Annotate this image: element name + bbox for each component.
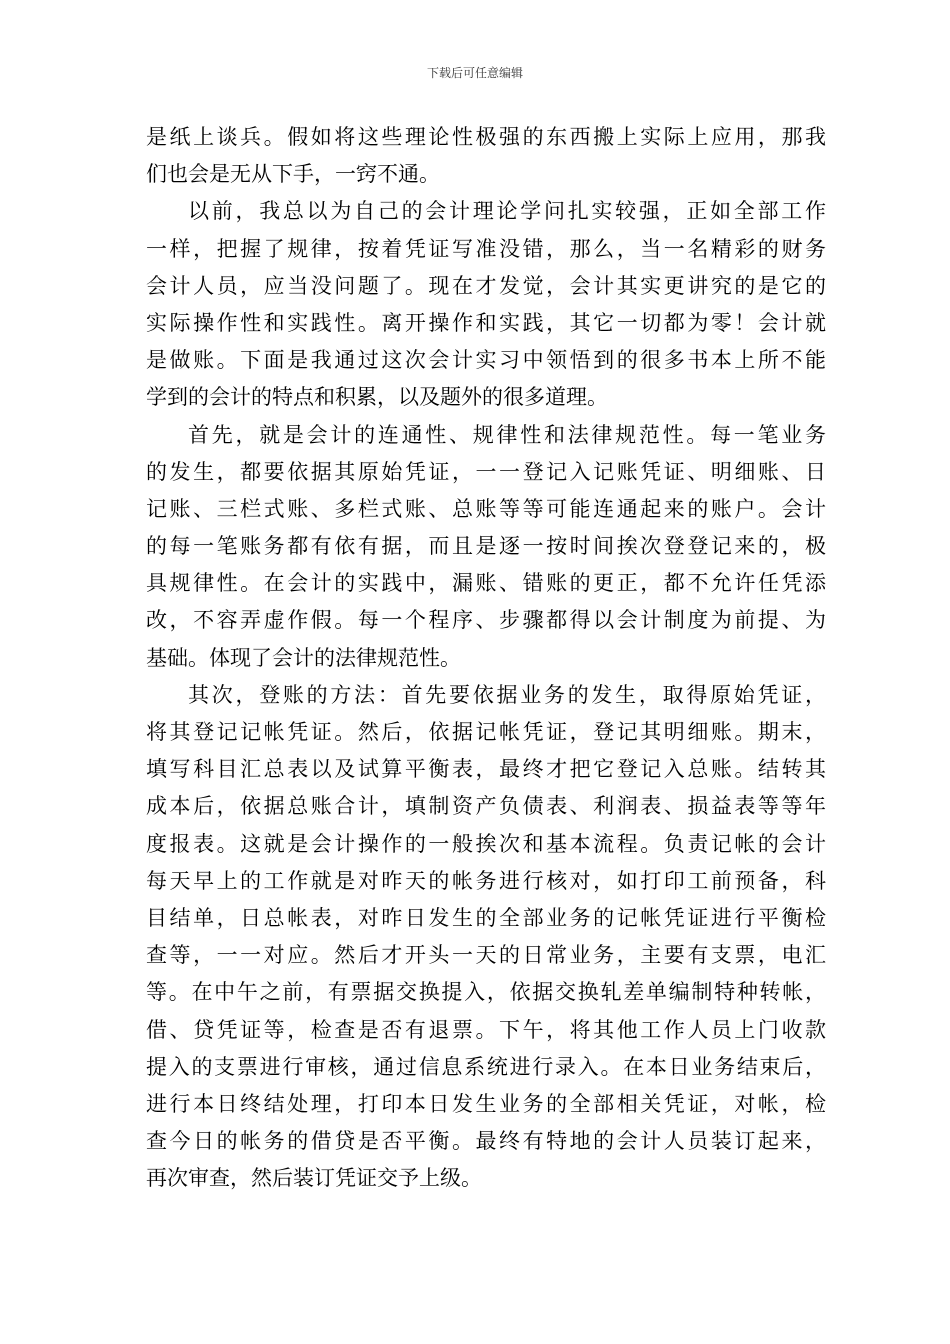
page-header: 下载后可任意编辑 <box>426 66 523 80</box>
document-body <box>146 119 826 1197</box>
text-line: 的每一笔账务都有依有据，而且是逐一按时间挨次登登记来的，极 <box>146 534 826 559</box>
text-line: 基础。体现了会计的法律规范性。 <box>146 645 461 670</box>
text-line: 进行本日终结处理，打印本日发生业务的全部相关凭证，对帐，检 <box>146 1091 826 1116</box>
text-line: 首先，就是会计的连通性、规律性和法律规范性。每一笔业务 <box>188 422 826 447</box>
text-line: 提入的支票进行审核，通过信息系统进行录入。在本日业务结束后， <box>146 1054 826 1079</box>
text-line: 是做账。下面是我通过这次会计实习中领悟到的很多书本上所不能 <box>146 348 826 373</box>
text-line: 其次，登账的方法：首先要依据业务的发生，取得原始凭证， <box>188 682 826 707</box>
text-line: 填写科目汇总表以及试算平衡表，最终才把它登记入总账。结转其 <box>146 757 826 782</box>
text-line: 会计人员，应当没问题了。现在才发觉，会计其实更讲究的是它的 <box>146 273 826 298</box>
text-line: 是纸上谈兵。假如将这些理论性极强的东西搬上实际上应用，那我 <box>146 125 826 149</box>
text-line: 查等，一一对应。然后才开头一天的日常业务，主要有支票，电汇 <box>146 943 826 968</box>
text-line: 将其登记记帐凭证。然后，依据记帐凭证，登记其明细账。期末， <box>146 720 826 744</box>
text-line: 以前，我总以为自己的会计理论学问扎实较强，正如全部工作 <box>188 199 826 224</box>
text-line: 目结单，日总帐表，对昨日发生的全部业务的记帐凭证进行平衡检 <box>146 905 826 930</box>
paragraph <box>146 119 826 193</box>
text-line: 们也会是无从下手，一窍不通。 <box>146 162 440 187</box>
text-line: 学到的会计的特点和积累，以及题外的很多道理。 <box>146 385 608 410</box>
text-line: 成本后，依据总账合计，填制资产负债表、利润表、损益表等等年 <box>146 794 826 819</box>
text-line: 改，不容弄虚作假。每一个程序、步骤都得以会计制度为前提、为 <box>146 608 826 633</box>
text-line: 借、贷凭证等，检查是否有退票。下午，将其他工作人员上门收款 <box>146 1017 826 1042</box>
text-line: 的发生，都要依据其原始凭证，一一登记入记账凭证、明细账、日 <box>146 459 826 484</box>
text-line: 度报表。这就是会计操作的一般挨次和基本流程。负责记帐的会计 <box>146 831 826 856</box>
text-line: 记账、三栏式账、多栏式账、总账等等可能连通起来的账户。会计 <box>146 496 826 521</box>
text-line: 再次审查，然后装订凭证交予上级。 <box>146 1166 482 1191</box>
text-line: 具规律性。在会计的实践中，漏账、错账的更正，都不允许任凭添 <box>146 571 826 596</box>
paragraph <box>146 677 826 1198</box>
paragraph <box>146 193 826 416</box>
text-line: 查今日的帐务的借贷是否平衡。最终有特地的会计人员装订起来， <box>146 1129 826 1154</box>
text-line: 一样，把握了规律，按着凭证写准没错，那么，当一名精彩的财务 <box>146 236 826 261</box>
paragraph <box>146 417 826 677</box>
text-line: 每天早上的工作就是对昨天的帐务进行核对，如打印工前预备，科 <box>146 868 826 893</box>
text-line: 实际操作性和实践性。离开操作和实践，其它一切都为零！会计就 <box>146 310 826 335</box>
text-line: 等。在中午之前，有票据交换提入，依据交换轧差单编制特种转帐， <box>146 980 826 1005</box>
